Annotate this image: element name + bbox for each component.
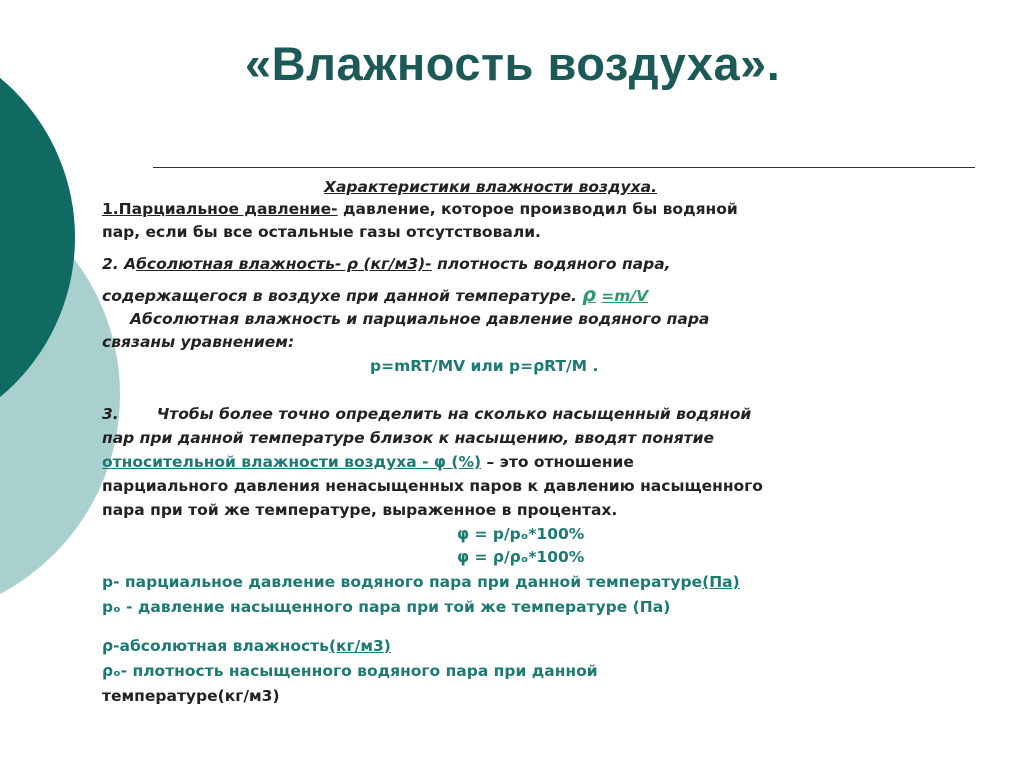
item2-relation-line2: связаны уравнением:: [102, 333, 295, 351]
item3-term: относительной влажности воздуха - φ (%): [102, 453, 482, 471]
legend-p-unit: (Па): [702, 573, 740, 591]
item2-prefix: 2. А: [102, 255, 137, 273]
item2-formula: p=mRT/MV или p=ρRT/M .: [370, 357, 599, 375]
legend-p-text: p- парциальное давление водяного пара при данной температуре: [102, 573, 703, 591]
item2-line2: [102, 285, 648, 306]
item2-eq: =m/V: [601, 287, 649, 305]
item3-line1: [102, 404, 751, 424]
slide-title: «Влажность воздуха».: [245, 37, 781, 90]
item2-def-a: плотность водяного пара,: [431, 255, 671, 273]
legend-rho-text: ρ-абсолютная влажность: [102, 637, 329, 655]
item2-rho: ρ: [582, 284, 596, 306]
item2-def-b: содержащегося в воздухе при данной температуре.: [102, 287, 583, 305]
legend-p: [102, 572, 740, 592]
item3-formula1: φ = p/pₒ*100%: [457, 525, 585, 543]
item2-relation-line1: Абсолютная влажность и парциальное давление водяного пара: [130, 310, 710, 328]
item3-line3: [102, 452, 634, 472]
item1-term: 1.Парциальное давление-: [102, 200, 338, 218]
legend-rho0-line1: ρₒ- плотность насыщенного водяного пара при данной: [102, 662, 598, 680]
legend-rho: [102, 636, 391, 656]
item1-line1: [102, 199, 738, 219]
section-heading: Характеристики влажности воздуха.: [324, 178, 658, 196]
item3-def-a: – это отношение: [481, 453, 634, 471]
item3-number: 3.: [102, 405, 119, 423]
item3-formula2: φ = ρ/ρₒ*100%: [457, 548, 585, 566]
item3-line4: парциального давления ненасыщенных паров к давлению насыщенного: [102, 477, 763, 495]
item2-line1: [102, 254, 671, 274]
item3-text-a: Чтобы более точно определить на сколько насыщенный водяной: [156, 405, 752, 423]
item1-line2: пар, если бы все остальные газы отсутствовали.: [102, 223, 541, 241]
item2-term: бсолютная влажность- ρ (кг/м3)-: [136, 255, 432, 273]
heading-divider: [153, 167, 975, 168]
item1-def-a: давление, которое производил бы водяной: [337, 200, 738, 218]
legend-p0: pₒ - давление насыщенного пара при той же температуре (Па): [102, 598, 671, 616]
item3-line2: пар при данной температуре близок к насыщению, вводят понятие: [102, 429, 715, 447]
legend-rho0-line2: температуре(кг/м3): [102, 687, 280, 705]
item3-line5: пара при той же температуре, выраженное в процентах.: [102, 501, 618, 519]
legend-rho-unit: (кг/м3): [328, 637, 391, 655]
